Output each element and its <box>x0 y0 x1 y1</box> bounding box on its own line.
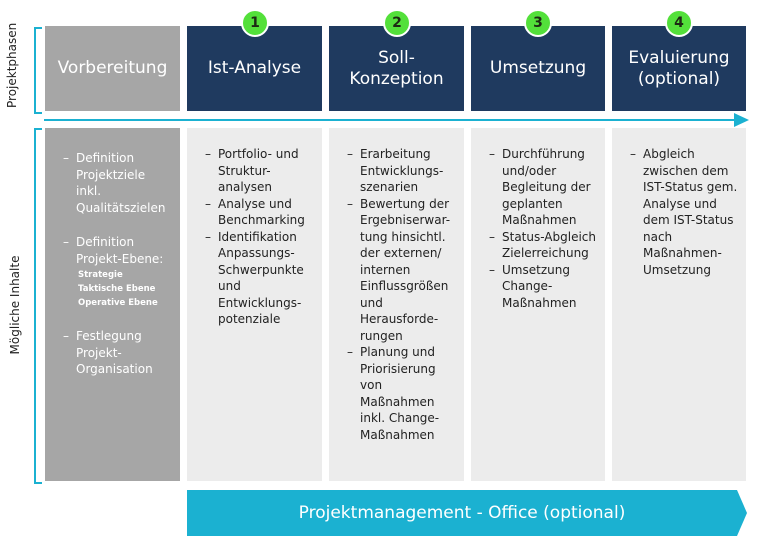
list-item: – Abgleich zwischen dem IST-Status gem. Analyse und dem IST-Status nach Maßnahmen-Umsetzung <box>630 146 738 278</box>
content-column-evaluierung <box>612 128 746 481</box>
sub-item: Taktische Ebene <box>78 284 156 294</box>
list-item: – Erarbeitung Entwicklungs-szenarien <box>347 146 456 196</box>
content-list <box>347 146 456 443</box>
phase-number-badge-1: 1 <box>241 9 269 37</box>
phase-ist-analyse <box>187 26 322 111</box>
content-column-umsetzung <box>471 128 605 481</box>
list-item: – Durchführung und/oder Begleitung der geplanten Maßnahmen <box>489 146 597 229</box>
phase-umsetzung <box>471 26 605 111</box>
phase-number-badge-2: 2 <box>383 9 411 37</box>
list-item: – Festlegung Projekt-Organisation <box>63 328 172 378</box>
phase-label: Umsetzung <box>489 58 587 78</box>
phase-label: Soll- Konzeption <box>349 47 444 89</box>
content-list <box>630 146 738 278</box>
list-item: – Identifikation Anpassungs-Schwerpunkte und Entwicklungs-potenziale <box>205 229 314 328</box>
list-item: – Planung und Priorisierung von Maßnahmen inkl. Change-Maßnahmen <box>347 344 456 443</box>
sub-item: Operative Ebene <box>78 298 158 308</box>
side-label-phases: Projektphasen <box>5 22 19 108</box>
content-list <box>63 150 172 378</box>
bracket-phases <box>34 27 42 114</box>
content-list <box>489 146 597 311</box>
phase-vorbereitung <box>45 26 180 111</box>
sub-item: Strategie <box>78 270 123 280</box>
phase-number-badge-3: 3 <box>524 9 552 37</box>
content-column-vorbereitung <box>45 128 180 481</box>
list-item: – Portfolio- und Struktur-analysen <box>205 146 314 196</box>
list-item: – Analyse und Benchmarking <box>205 196 314 229</box>
content-column-soll-konzeption <box>329 128 464 481</box>
list-item: – Definition Projektziele inkl. Qualitätszielen <box>63 150 172 216</box>
bracket-contents <box>34 128 42 484</box>
list-item: – Umsetzung Change-Maßnahmen <box>489 262 597 312</box>
list-item: – Definition Projekt-Ebene: Strategie Taktische Ebene Operative Ebene <box>63 234 172 310</box>
content-list <box>205 146 314 328</box>
content-column-ist-analyse <box>187 128 322 481</box>
side-label-contents: Mögliche Inhalte <box>8 255 22 355</box>
phase-label: Evaluierung (optional) <box>628 47 730 89</box>
phase-evaluierung <box>612 26 746 111</box>
pm-office-banner-label: Projektmanagement - Office (optional) <box>298 503 626 523</box>
phase-soll-konzeption <box>329 26 464 111</box>
phase-label: Vorbereitung <box>57 58 168 78</box>
list-item: – Bewertung der Ergebniserwar-tung hinsichtl. der externen/ internen Einflussgrößen und Herausforde-rungen <box>347 196 456 345</box>
phase-number-badge-4: 4 <box>665 9 693 37</box>
timeline-arrow <box>44 112 750 128</box>
sub-list <box>76 268 172 310</box>
phase-label: Ist-Analyse <box>207 58 302 78</box>
list-item: – Status-Abgleich Zielerreichung <box>489 229 597 262</box>
